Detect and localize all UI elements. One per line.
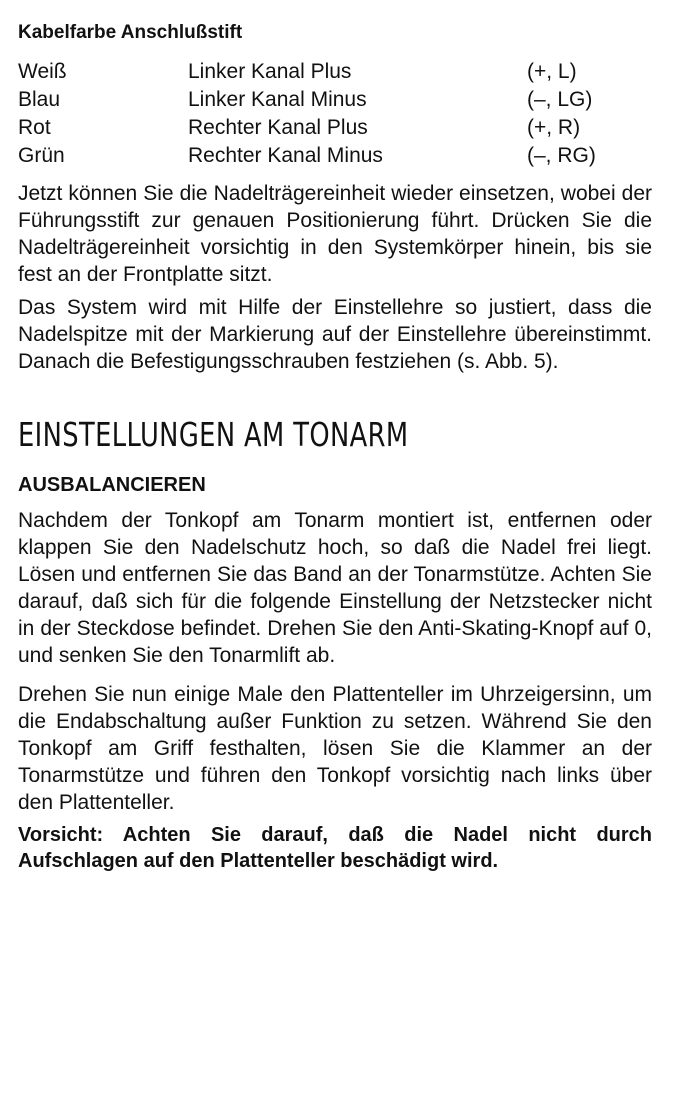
table-row (18, 86, 596, 114)
connector-table (18, 58, 596, 170)
table-row (18, 114, 596, 142)
wire-function-cell: Linker Kanal Plus (188, 60, 352, 83)
wire-code-cell: (–, RG) (527, 144, 596, 167)
balancing-subheading: AUSBALANCIEREN (18, 474, 206, 496)
insert-stylus-paragraph: Jetzt können Sie die Nadelträgereinheit wieder einsetzen, wobei der Führungsstift zur genauen Positionierung führt. Drücken Sie die Nadelträgereinheit vorsichtig in den Systemkörper hinein, bis sie fest an der Frontplatte sitzt. (18, 182, 652, 286)
balancing-paragraph-1: Nachdem der Tonkopf am Tonarm montiert ist, entfernen oder klappen Sie den Nadelschutz hoch, so daß die Nadel frei liegt. Lösen und entfernen Sie das Band an der Tonarmstütze. Achten Sie darauf, daß sich für die folgende Einstellung der Netzstecker nicht in der Steckdose befindet. Drehen Sie den Anti-Skating-Knopf auf 0, und senken Sie den Tonarmlift ab. (18, 509, 652, 667)
wire-function-cell: Rechter Kanal Plus (188, 116, 368, 139)
wire-function-cell: Rechter Kanal Minus (188, 144, 383, 167)
warning-note: Vorsicht: Achten Sie darauf, daß die Nadel nicht durch Aufschlagen auf den Plattenteller beschädigt wird. (18, 824, 652, 872)
wire-color-cell: Blau (18, 88, 61, 111)
wire-code-cell: (+, R) (527, 116, 581, 139)
table-row (18, 142, 596, 170)
wire-color-cell: Grün (18, 144, 65, 167)
wire-color-cell: Rot (18, 116, 51, 139)
connector-table-heading: Kabelfarbe Anschlußstift (18, 22, 243, 43)
wire-code-cell: (–, LG) (527, 88, 593, 111)
wire-function-cell: Linker Kanal Minus (188, 88, 367, 111)
balancing-paragraph-2: Drehen Sie nun einige Male den Plattenteller im Uhrzeigersinn, um die Endabschaltung außer Funktion zu setzen. Während Sie den Tonkopf am Griff festhalten, lösen Sie die Klammer an der Tonarmstütze und führen den Tonkopf vorsichtig nach links über den Plattenteller. (18, 683, 652, 814)
section-title: EINSTELLUNGEN AM TONARM (18, 415, 409, 454)
wire-code-cell: (+, L) (527, 60, 577, 83)
adjust-system-paragraph: Das System wird mit Hilfe der Einstellehre so justiert, dass die Nadelspitze mit der Markierung auf der Einstellehre übereinstimmt. Danach die Befestigungsschrauben festziehen (s. Abb. 5). (18, 296, 652, 373)
table-row (18, 58, 596, 86)
wire-color-cell: Weiß (18, 60, 67, 83)
